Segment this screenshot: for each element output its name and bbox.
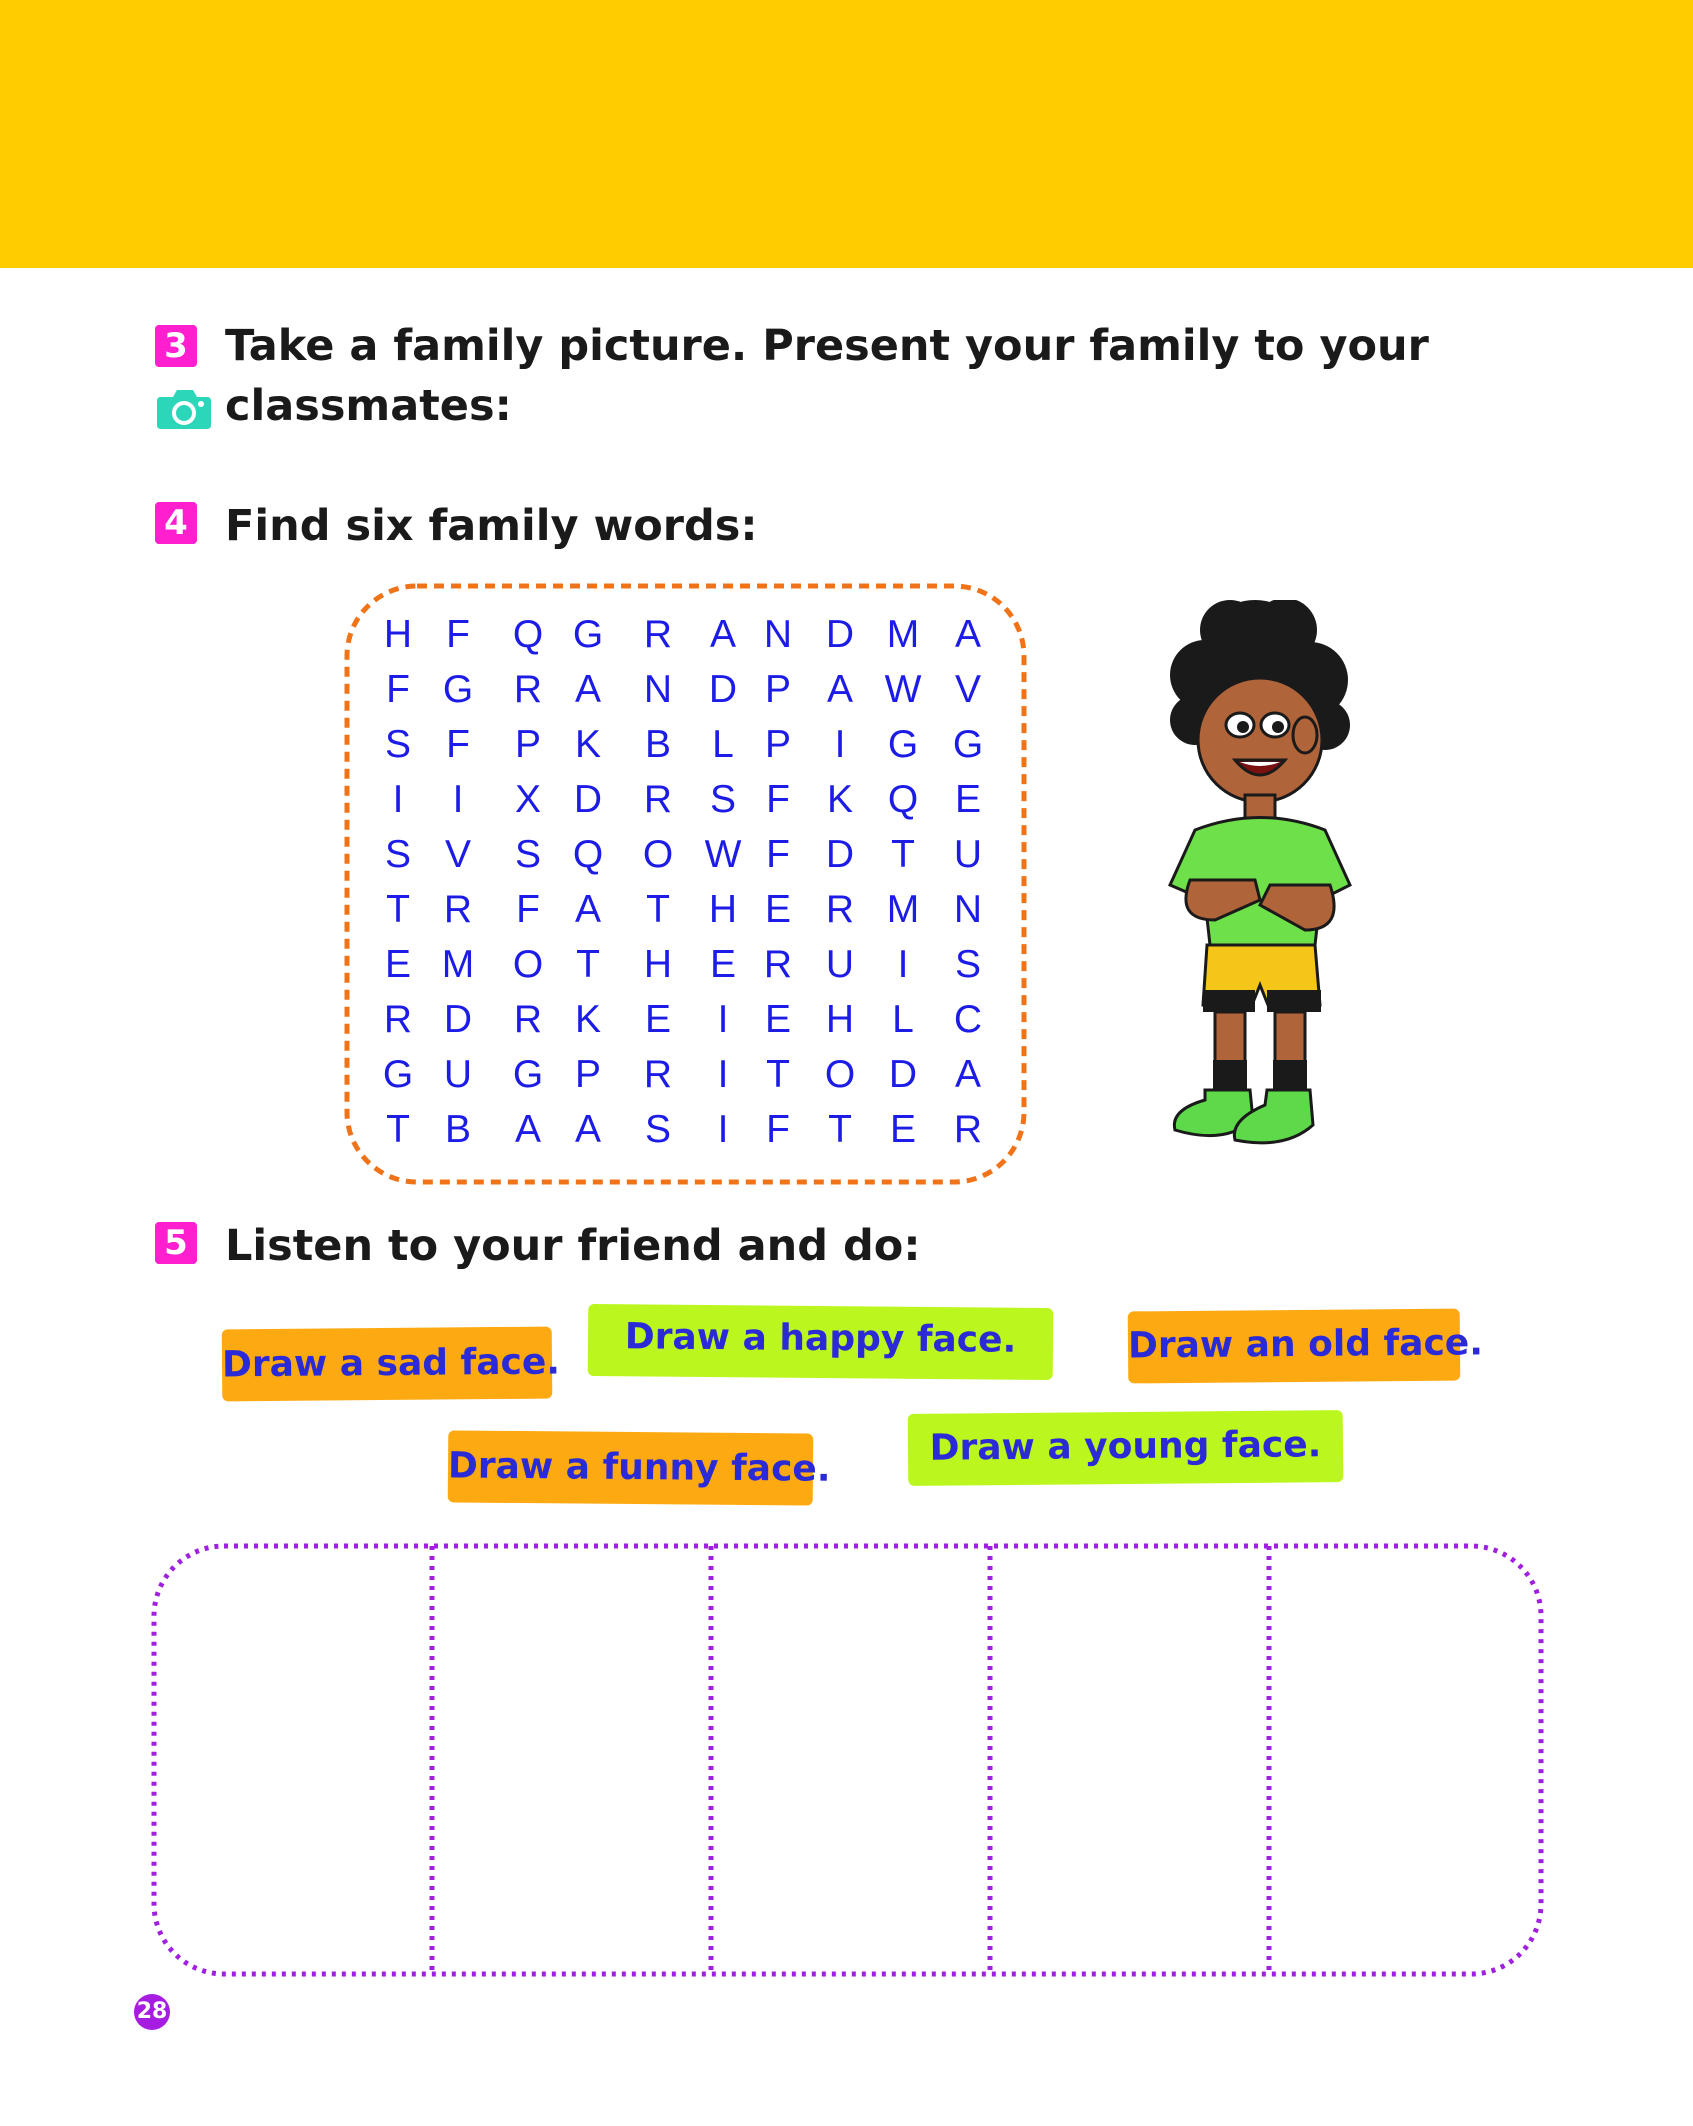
note-young-face: [908, 1410, 1344, 1486]
word-search-letter: I: [717, 998, 729, 1041]
note-funny-face: [447, 1430, 831, 1505]
word-search-letter: E: [644, 998, 671, 1041]
page-number: 28: [134, 1994, 170, 2030]
activity-4-title: Find six family words:: [225, 501, 758, 551]
word-search-letter: G: [887, 723, 919, 766]
word-search-letter: R: [643, 1053, 673, 1096]
note-sad-face: [221, 1327, 561, 1402]
word-search-letter: P: [764, 723, 791, 766]
word-search-letter: A: [954, 613, 981, 656]
word-search-letter: R: [383, 998, 413, 1041]
word-search-letter: A: [514, 1108, 541, 1151]
word-search-letter: Q: [887, 778, 919, 821]
word-search-letter: M: [886, 888, 920, 931]
word-search-letter: X: [514, 778, 541, 821]
word-search-letter: D: [708, 668, 738, 711]
word-search-letter: S: [384, 723, 411, 766]
word-search-letter: K: [574, 723, 601, 766]
word-search-letter: G: [572, 613, 604, 656]
word-search-letter: T: [386, 888, 410, 931]
note-funny-face-label: Draw a funny face.: [447, 1445, 831, 1490]
word-search-letter: T: [386, 1108, 410, 1151]
word-search-letter: F: [446, 723, 470, 766]
note-happy-face-label: Draw a happy face.: [624, 1316, 1017, 1361]
word-search-letter: P: [764, 668, 791, 711]
word-search-letter: P: [514, 723, 541, 766]
word-search-letter: T: [766, 1053, 790, 1096]
word-search-letter: V: [954, 668, 981, 711]
word-search-letter: R: [443, 888, 473, 931]
word-search-letter: V: [444, 833, 471, 876]
word-search-letter: U: [825, 943, 855, 986]
activity-3-instruction-line-1: Take a family picture. Present your family to your: [225, 321, 1429, 371]
word-search-letter: D: [573, 778, 603, 821]
word-search-letter: I: [717, 1108, 729, 1151]
word-search-letter: P: [574, 1053, 601, 1096]
word-search-letter: U: [443, 1053, 473, 1096]
word-search-letter: A: [574, 888, 601, 931]
word-search-letter: I: [834, 723, 846, 766]
word-search-letter: O: [642, 833, 674, 876]
word-search-letter: T: [576, 943, 600, 986]
word-search-letter: A: [574, 668, 601, 711]
word-search-letter: L: [712, 723, 734, 766]
word-search-letter: O: [824, 1053, 856, 1096]
word-search-letter: H: [825, 998, 855, 1041]
word-search-letter: B: [444, 1108, 471, 1151]
activity-3-instruction-line-2: classmates:: [225, 381, 512, 431]
word-search-letter: A: [826, 668, 853, 711]
word-search-letter: R: [643, 613, 673, 656]
drawing-boxes: [150, 1542, 1545, 1978]
word-search-letter: H: [643, 943, 673, 986]
word-search-letter: W: [704, 833, 742, 876]
word-search-letter: Q: [512, 613, 544, 656]
word-search-letter: T: [828, 1108, 852, 1151]
word-search-letter: R: [953, 1108, 983, 1151]
word-search-letter: U: [953, 833, 983, 876]
word-search-letter: T: [891, 833, 915, 876]
word-search-letter: D: [825, 613, 855, 656]
boy-illustration: [1135, 600, 1385, 1190]
word-search-letter: F: [766, 778, 790, 821]
word-search-letter: R: [763, 943, 793, 986]
word-search-letter: A: [709, 613, 736, 656]
word-search-letter: D: [888, 1053, 918, 1096]
word-search-letter: K: [574, 998, 601, 1041]
word-search-letter: R: [643, 778, 673, 821]
word-search-letter: F: [766, 833, 790, 876]
word-search-letter: E: [764, 888, 791, 931]
word-search-letter: W: [884, 668, 922, 711]
word-search-letter: T: [646, 888, 670, 931]
word-search-letter: O: [512, 943, 544, 986]
word-search-letter: H: [708, 888, 738, 931]
note-old-face: [1127, 1309, 1484, 1384]
word-search-letter: N: [643, 668, 673, 711]
word-search-letter: F: [446, 613, 470, 656]
word-search-letter: S: [384, 833, 411, 876]
word-search-letter: N: [763, 613, 793, 656]
word-search-letter: E: [709, 943, 736, 986]
word-search-letter: I: [897, 943, 909, 986]
word-search-letter: B: [644, 723, 671, 766]
activity-5-number-badge: 5: [155, 1222, 197, 1264]
word-search-letter: G: [512, 1053, 544, 1096]
word-search-letter: E: [384, 943, 411, 986]
word-search-letter: G: [382, 1053, 414, 1096]
word-search-letter: I: [452, 778, 464, 821]
word-search-letter: S: [709, 778, 736, 821]
note-sad-face-label: Draw a sad face.: [221, 1341, 561, 1386]
note-young-face-label: Draw a young face.: [929, 1424, 1322, 1469]
word-search-letter: A: [954, 1053, 981, 1096]
word-search-letter: K: [826, 778, 853, 821]
word-search-letter: F: [766, 1108, 790, 1151]
header-band: [0, 0, 1693, 268]
word-search-letter: H: [383, 613, 413, 656]
word-search-letter: R: [513, 668, 543, 711]
word-search-letter: A: [574, 1108, 601, 1151]
word-search-letter: I: [717, 1053, 729, 1096]
word-search-letter: M: [441, 943, 475, 986]
word-search-letter: G: [442, 668, 474, 711]
note-happy-face: [588, 1304, 1054, 1380]
word-search-letter: R: [513, 998, 543, 1041]
word-search-letter: D: [443, 998, 473, 1041]
word-search-letter: F: [516, 888, 540, 931]
word-search-letter: Q: [572, 833, 604, 876]
word-search-letter: G: [952, 723, 984, 766]
word-search-letter: E: [954, 778, 981, 821]
activity-4-number-badge: 4: [155, 502, 197, 544]
word-search-letter: F: [386, 668, 410, 711]
word-search-letter: E: [889, 1108, 916, 1151]
word-search-letter: S: [644, 1108, 671, 1151]
word-search-letter: S: [514, 833, 541, 876]
word-search-letter: S: [954, 943, 981, 986]
word-search-letter: I: [392, 778, 404, 821]
word-search-letter: N: [953, 888, 983, 931]
word-search-letter: E: [764, 998, 791, 1041]
word-search-letter: L: [892, 998, 914, 1041]
activity-5-title: Listen to your friend and do:: [225, 1221, 921, 1271]
camera-icon: [155, 387, 213, 431]
word-search-letter: R: [825, 888, 855, 931]
activity-3-number-badge: 3: [155, 325, 197, 367]
word-search-letter: C: [953, 998, 983, 1041]
word-search-letter: M: [886, 613, 920, 656]
note-old-face-label: Draw an old face.: [1127, 1322, 1484, 1367]
word-search-letter: D: [825, 833, 855, 876]
